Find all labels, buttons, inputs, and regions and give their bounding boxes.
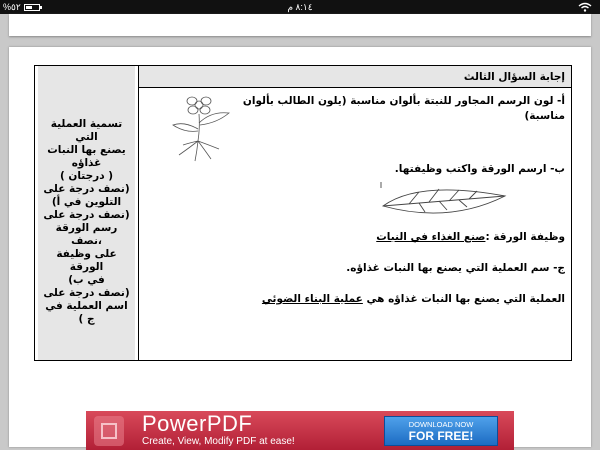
leaf-function-answer: صنع الغذاء في النبات	[376, 231, 486, 243]
question-header: إجابة السؤال الثالث	[139, 66, 571, 88]
grading-column	[35, 66, 139, 360]
previous-page	[9, 14, 591, 36]
banner-title: PowerPDF	[142, 411, 253, 436]
answer-c-prefix: العملية التي يصنع بها النبات غذاؤه هي	[366, 293, 565, 305]
answer-table	[34, 65, 572, 361]
question-b: ب- ارسم الورقة واكتب وظيفتها.	[394, 163, 565, 175]
question-a-line1: أ- لون الرسم المجاور للنبتة بألوان مناسبة (يلون الطالب بألوان	[242, 95, 565, 107]
answer-c-answer: عملية البناء الضوئي	[261, 293, 363, 305]
ad-banner[interactable]	[86, 411, 514, 450]
grading-note: تسمية العملية التي يصنع بها النبات غذاؤه ( درجتان ) (نصف درجة على التلوين في أ) (نصف درجة على رسم الورقة ،نصف على وظيفة الورقة في ب) (نصف درجة على اسم العملية في ج )	[43, 118, 130, 325]
wifi-icon	[578, 2, 592, 12]
answer-content	[139, 88, 571, 360]
clock: ٨:١٤ م	[287, 2, 313, 12]
battery-percent: %٥٢	[3, 2, 21, 12]
download-button-label: FOR FREE!	[408, 429, 474, 443]
leaf-function-label: وظيفة الورقة :	[485, 231, 565, 243]
status-bar	[0, 0, 600, 14]
download-button-small-label: DOWNLOAD NOW	[408, 420, 474, 429]
question-c: ج- سم العملية التي يصنع بها النبات غذاؤه.	[346, 262, 565, 274]
banner-subtitle: Create, View, Modify PDF at ease!	[142, 436, 295, 447]
download-button[interactable]	[384, 416, 498, 446]
leaf-drawing	[379, 180, 509, 222]
answer-c	[262, 292, 565, 307]
question-a-line2: مناسبة)	[524, 110, 565, 122]
pdf-logo-icon	[90, 414, 130, 448]
plant-drawing	[159, 93, 245, 163]
leaf-function	[376, 230, 565, 245]
document-page[interactable]	[9, 47, 591, 447]
